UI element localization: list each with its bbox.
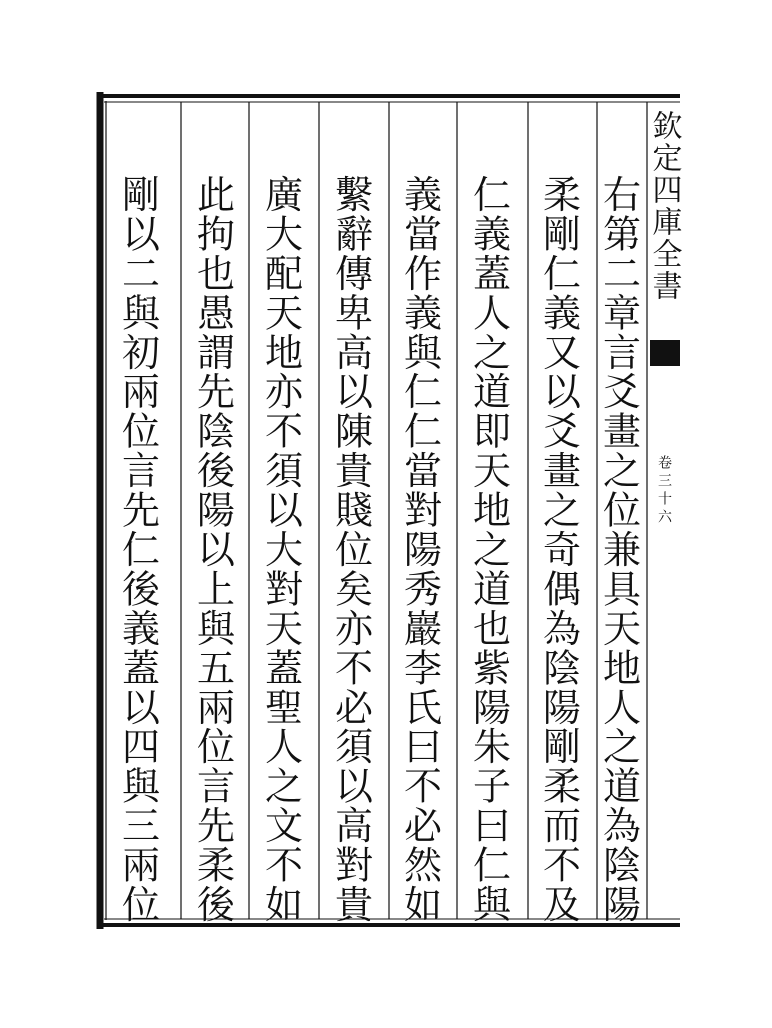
text-character: 與 <box>472 883 512 927</box>
text-character: 貴 <box>334 449 374 494</box>
text-column <box>473 173 514 927</box>
text-character: 言 <box>196 764 236 809</box>
text-character: 以 <box>264 488 304 533</box>
text-character: 人 <box>264 725 304 770</box>
text-character: 位 <box>196 725 236 770</box>
text-character: 為 <box>602 804 642 849</box>
margin-strip <box>647 110 683 527</box>
text-character: 大 <box>264 528 304 572</box>
text-character: 位 <box>121 883 161 927</box>
text-character: 仁 <box>121 528 161 572</box>
text-character: 柔 <box>542 173 582 217</box>
text-column <box>335 173 375 927</box>
text-character: 配 <box>264 251 304 296</box>
text-character: 後 <box>196 449 236 494</box>
text-character: 拘 <box>196 212 236 257</box>
text-character: 畫 <box>602 409 642 454</box>
volume-label: 卷三十六 <box>656 455 672 527</box>
text-character: 聖 <box>264 685 304 730</box>
text-character: 大 <box>264 212 304 257</box>
text-columns <box>122 173 643 927</box>
text-character: 二 <box>121 251 161 296</box>
text-character: 卑 <box>334 291 374 336</box>
text-column <box>265 173 305 927</box>
text-character: 剛 <box>121 173 161 217</box>
text-character: 蓋 <box>264 646 304 691</box>
text-character: 章 <box>602 291 642 336</box>
text-character: 子 <box>472 764 512 809</box>
text-character: 貴 <box>334 883 374 927</box>
margin-title: 欽定四庫全書 <box>646 110 682 302</box>
text-character: 亦 <box>264 370 304 415</box>
text-character: 仁 <box>472 843 512 888</box>
text-character: 須 <box>334 725 374 770</box>
text-character: 之 <box>602 449 642 494</box>
text-character: 言 <box>602 330 642 375</box>
text-character: 當 <box>403 449 443 494</box>
text-character: 蓋 <box>472 251 512 296</box>
text-character: 二 <box>602 251 642 296</box>
text-character: 須 <box>264 449 304 494</box>
text-character: 仁 <box>403 370 443 415</box>
text-character: 如 <box>264 883 304 927</box>
text-character: 此 <box>196 173 236 217</box>
page-frame <box>97 92 680 929</box>
text-character: 高 <box>334 804 374 849</box>
text-character: 地 <box>264 330 304 375</box>
text-character: 愚 <box>196 291 236 336</box>
text-character: 先 <box>196 370 236 415</box>
text-character: 後 <box>121 567 161 612</box>
text-character: 右 <box>602 173 642 217</box>
text-character: 之 <box>472 330 512 375</box>
text-character: 兩 <box>121 370 161 415</box>
text-character: 仁 <box>542 251 582 296</box>
text-character: 爻 <box>602 370 642 415</box>
text-character: 對 <box>334 843 374 888</box>
text-column <box>543 173 583 927</box>
text-character: 而 <box>542 804 582 849</box>
text-character: 位 <box>602 488 642 533</box>
text-character: 為 <box>542 606 582 651</box>
text-character: 天 <box>264 606 304 651</box>
text-character: 柔 <box>542 764 582 809</box>
text-character: 仁 <box>472 173 512 217</box>
text-character: 氏 <box>403 685 443 730</box>
text-character: 以 <box>121 212 161 257</box>
text-character: 與 <box>196 606 236 651</box>
text-column <box>122 173 163 927</box>
text-character: 奇 <box>542 528 582 572</box>
text-character: 四 <box>121 725 161 770</box>
text-character: 柔 <box>196 843 236 888</box>
text-character: 曰 <box>403 725 443 770</box>
text-character: 朱 <box>472 725 512 770</box>
text-character: 陽 <box>196 488 236 533</box>
text-character: 也 <box>472 606 512 651</box>
text-character: 即 <box>472 409 512 454</box>
text-character: 然 <box>403 843 443 888</box>
text-character: 畫 <box>542 449 582 494</box>
text-character: 不 <box>542 843 582 888</box>
text-character: 文 <box>264 804 304 849</box>
text-character: 兩 <box>121 843 161 888</box>
text-character: 陽 <box>542 685 582 730</box>
text-character: 與 <box>403 330 443 375</box>
text-character: 對 <box>264 567 304 612</box>
text-character: 巖 <box>403 606 443 651</box>
text-character: 剛 <box>542 212 582 257</box>
text-character: 陰 <box>542 646 582 691</box>
text-character: 不 <box>403 764 443 809</box>
text-character: 偶 <box>542 567 582 612</box>
text-character: 之 <box>472 528 512 572</box>
text-character: 紫 <box>472 646 512 691</box>
text-character: 矣 <box>334 567 374 612</box>
text-character: 曰 <box>472 804 512 849</box>
text-character: 天 <box>602 606 642 651</box>
text-character: 陽 <box>403 528 443 572</box>
text-character: 道 <box>602 764 642 809</box>
text-character: 位 <box>334 528 374 572</box>
text-character: 又 <box>542 330 582 375</box>
text-character: 三 <box>121 804 161 849</box>
text-character: 五 <box>196 646 236 691</box>
text-character: 人 <box>472 291 512 336</box>
text-character: 言 <box>121 449 161 494</box>
text-character: 人 <box>602 685 642 730</box>
text-character: 高 <box>334 330 374 375</box>
text-character: 廣 <box>264 173 304 217</box>
text-character: 之 <box>602 725 642 770</box>
text-column <box>603 173 643 927</box>
text-character: 以 <box>196 528 236 572</box>
fish-tail-mark <box>650 340 680 366</box>
text-column <box>404 173 445 927</box>
text-character: 必 <box>403 804 443 849</box>
text-character: 陽 <box>602 883 642 927</box>
text-character: 道 <box>472 370 512 415</box>
text-character: 義 <box>403 173 443 217</box>
text-character: 天 <box>264 291 304 336</box>
text-character: 以 <box>121 685 161 730</box>
text-character: 義 <box>403 291 443 336</box>
text-character: 秀 <box>403 567 443 612</box>
text-character: 後 <box>196 883 236 927</box>
text-character: 陽 <box>472 685 512 730</box>
text-character: 先 <box>121 488 161 533</box>
text-character: 陳 <box>334 409 374 454</box>
text-character: 不 <box>264 409 304 454</box>
text-column <box>197 173 238 927</box>
text-character: 對 <box>403 488 443 533</box>
text-character: 第 <box>602 212 642 257</box>
text-character: 與 <box>121 291 161 336</box>
text-character: 義 <box>472 212 512 257</box>
text-character: 及 <box>542 883 582 927</box>
text-character: 陰 <box>602 843 642 888</box>
text-character: 天 <box>472 449 512 494</box>
text-character: 先 <box>196 804 236 849</box>
text-character: 地 <box>602 646 642 691</box>
text-character: 也 <box>196 251 236 296</box>
text-character: 仁 <box>403 409 443 454</box>
text-character: 以 <box>334 764 374 809</box>
text-character: 傳 <box>334 251 374 296</box>
text-character: 辭 <box>334 212 374 257</box>
text-character: 如 <box>403 883 443 927</box>
text-character: 作 <box>403 251 443 296</box>
text-character: 亦 <box>334 606 374 651</box>
text-character: 義 <box>542 291 582 336</box>
text-character: 之 <box>264 764 304 809</box>
text-character: 義 <box>121 606 161 651</box>
text-character: 不 <box>264 843 304 888</box>
text-character: 繫 <box>334 173 374 217</box>
text-character: 必 <box>334 685 374 730</box>
text-character: 賤 <box>334 488 374 533</box>
text-character: 兼 <box>602 528 642 572</box>
text-character: 李 <box>403 646 443 691</box>
text-character: 以 <box>542 370 582 415</box>
text-character: 地 <box>472 488 512 533</box>
text-character: 與 <box>121 764 161 809</box>
text-character: 位 <box>121 409 161 454</box>
text-character: 道 <box>472 567 512 612</box>
text-character: 蓋 <box>121 646 161 691</box>
text-character: 謂 <box>196 330 236 375</box>
text-character: 爻 <box>542 409 582 454</box>
text-character: 上 <box>196 567 236 612</box>
text-character: 不 <box>334 646 374 691</box>
text-character: 具 <box>602 567 642 612</box>
text-character: 兩 <box>196 685 236 730</box>
text-character: 陰 <box>196 409 236 454</box>
text-character: 剛 <box>542 725 582 770</box>
text-character: 之 <box>542 488 582 533</box>
text-character: 初 <box>121 330 161 375</box>
text-character: 以 <box>334 370 374 415</box>
text-character: 當 <box>403 212 443 257</box>
